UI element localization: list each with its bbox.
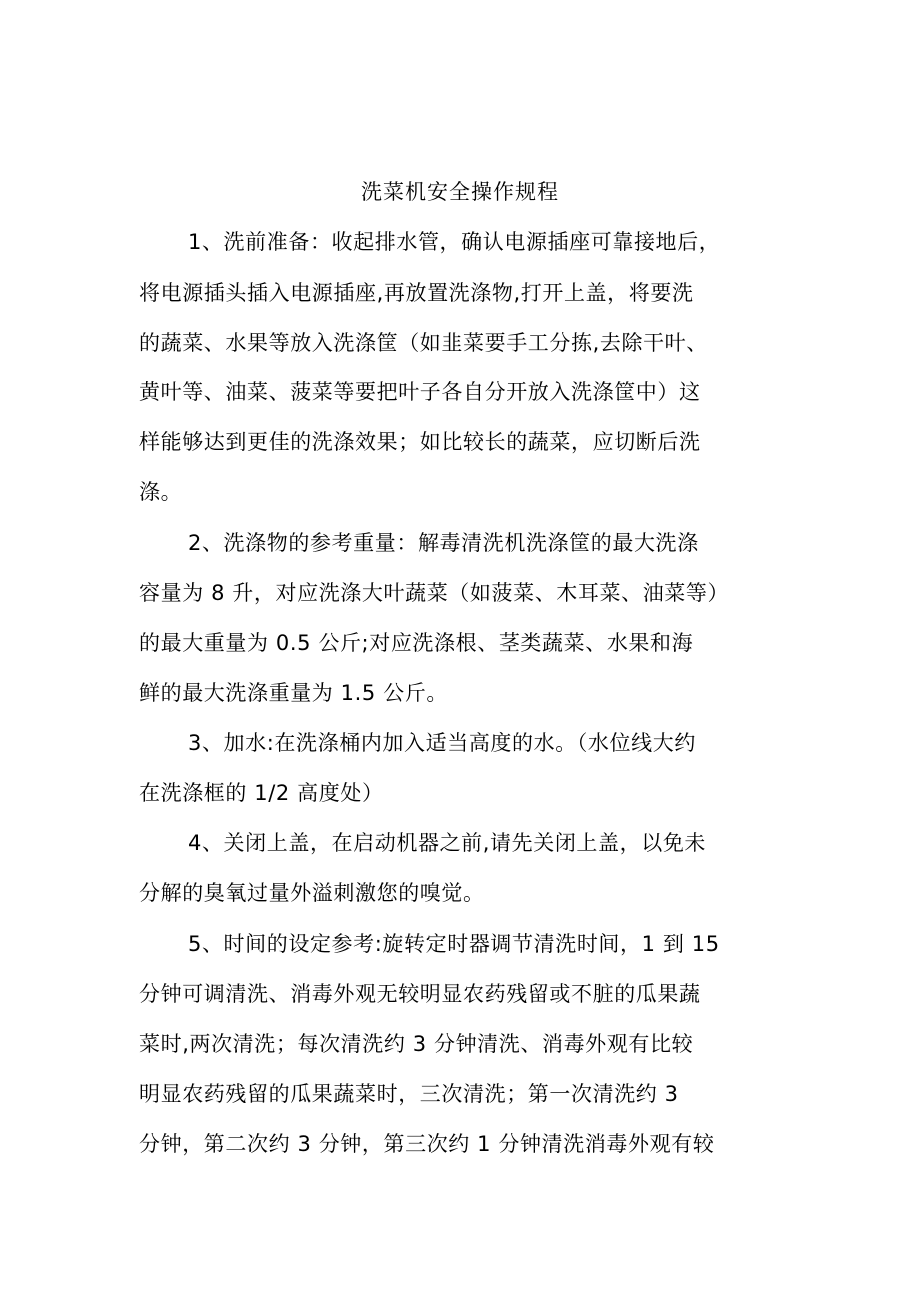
- paragraph-5-line-3: 菜时,两次清洗；每次清洗约 3 分钟清洗、消毒外观有比较: [139, 1032, 694, 1056]
- paragraph-5-line-1: 5、时间的设定参考:旋转定时器调节清洗时间，1 到 15: [188, 932, 720, 956]
- document-title: 洗菜机安全操作规程: [361, 180, 559, 204]
- paragraph-4-line-2: 分解的臭氧过量外溢刺激您的嗅觉。: [139, 881, 485, 905]
- paragraph-5-line-2: 分钟可调清洗、消毒外观无较明显农药残留或不脏的瓜果蔬: [139, 982, 701, 1006]
- paragraph-5-line-4: 明显农药残留的瓜果蔬菜时，三次清洗；第一次清洗约 3: [139, 1082, 679, 1106]
- paragraph-2-line-3: 的最大重量为 0.5 公斤;对应洗涤根、茎类蔬菜、水果和海: [139, 631, 694, 655]
- paragraph-5-line-5: 分钟，第二次约 3 分钟，第三次约 1 分钟清洗消毒外观有较: [139, 1132, 715, 1156]
- paragraph-1-line-3: 的蔬菜、水果等放入洗涤筐（如韭菜要手工分拣,去除干叶、: [139, 331, 708, 355]
- paragraph-1-line-5: 样能够达到更佳的洗涤效果；如比较长的蔬菜，应切断后洗: [139, 430, 701, 454]
- paragraph-3-line-1: 3、加水:在洗涤桶内加入适当高度的水。（水位线大约: [188, 731, 696, 755]
- paragraph-1-line-6: 涤。: [139, 480, 183, 504]
- paragraph-4-line-1: 4、关闭上盖，在启动机器之前,请先关闭上盖，以免未: [188, 831, 707, 855]
- paragraph-2-line-4: 鲜的最大洗涤重量为 1.5 公斤。: [139, 681, 448, 705]
- paragraph-1-line-1: 1、洗前准备：收起排水管，确认电源插座可靠接地后，: [188, 230, 721, 254]
- paragraph-2-line-2: 容量为 8 升，对应洗涤大叶蔬菜（如菠菜、木耳菜、油菜等）: [139, 581, 730, 605]
- paragraph-1-line-4: 黄叶等、油菜、菠菜等要把叶子各自分开放入洗涤筐中）这: [139, 380, 701, 404]
- paragraph-1-line-2: 将电源插头插入电源插座,再放置洗涤物,打开上盖，将要洗: [139, 281, 694, 305]
- paragraph-3-line-2: 在洗涤框的 1/2 高度处）: [139, 781, 384, 805]
- paragraph-2-line-1: 2、洗涤物的参考重量：解毒清洗机洗涤筐的最大洗涤: [188, 531, 699, 555]
